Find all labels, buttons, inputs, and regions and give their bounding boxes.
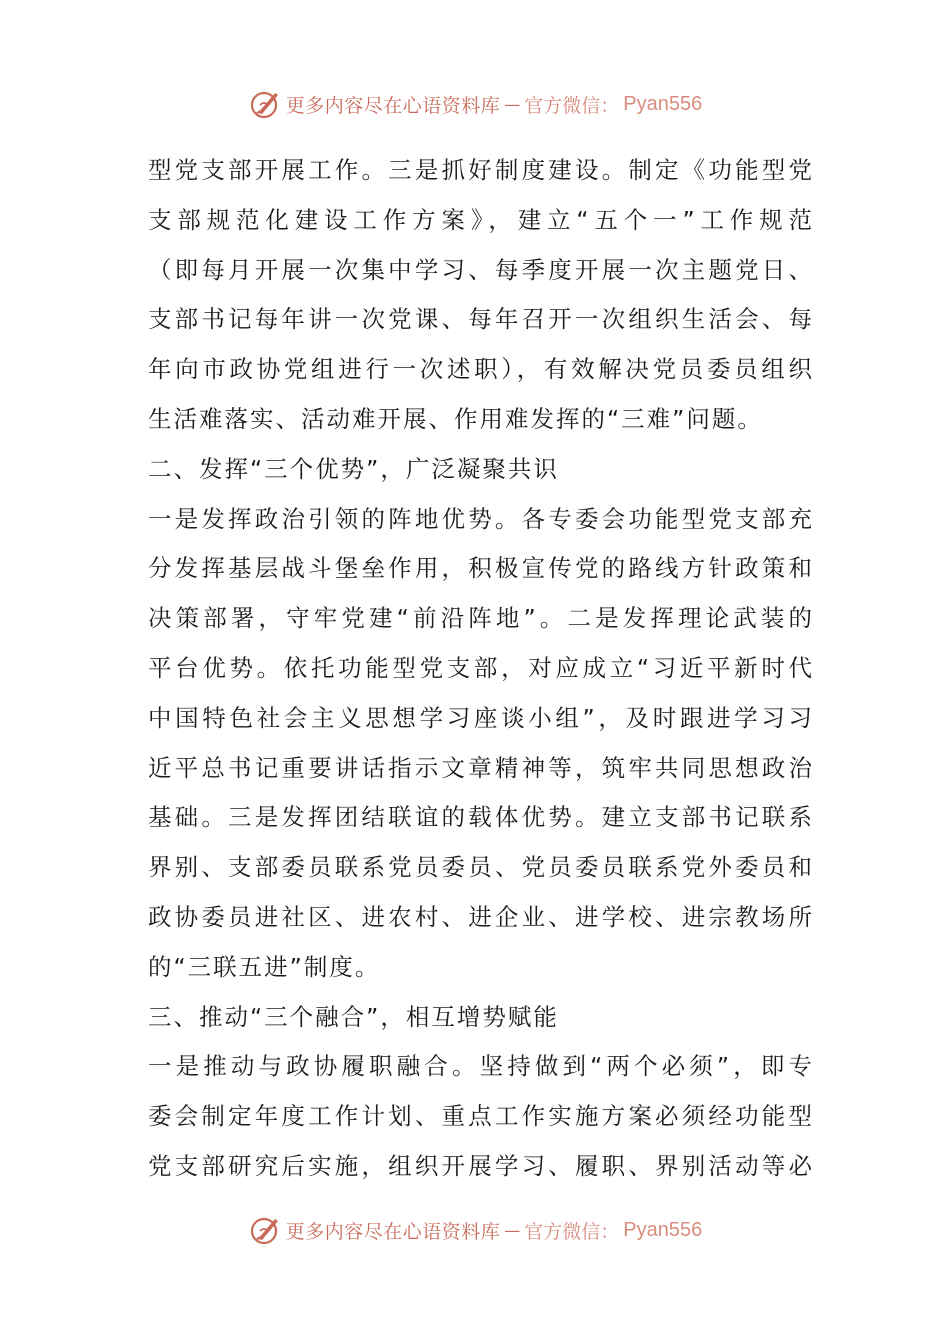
body-line: 平台优势。依托功能型党支部，对应成立“习近平新时代 xyxy=(148,653,812,682)
body-line: 年向市政协党组进行一次述职），有效解决党员委员组织 xyxy=(148,355,812,384)
watermark-wechat-id: Pyan556 xyxy=(623,92,703,115)
watermark-text: 更多内容尽在心语资料库 xyxy=(285,94,501,117)
body-line: 分发挥基层战斗堡垒作用，积极宣传党的路线方针政策和 xyxy=(148,554,812,583)
quill-logo-icon xyxy=(248,87,282,121)
header-watermark xyxy=(0,84,950,124)
body-line: 支部书记每年讲一次党课、每年召开一次组织生活会、每 xyxy=(148,305,812,334)
body-line: 界别、支部委员联系党员委员、党员委员联系党外委员和 xyxy=(148,853,812,882)
body-line: （即每月开展一次集中学习、每季度开展一次主题党日、 xyxy=(148,255,812,284)
section-heading: 三、推动“三个融合”，相互增势赋能 xyxy=(148,1002,559,1031)
footer-watermark xyxy=(0,1210,950,1250)
body-line: 委会制定年度工作计划、重点工作实施方案必须经功能型 xyxy=(148,1102,812,1131)
body-line: 中国特色社会主义思想学习座谈小组”，及时跟进学习习 xyxy=(148,703,812,732)
body-line: 的“三联五进”制度。 xyxy=(148,952,381,981)
document-body xyxy=(148,146,812,1192)
quill-logo-icon xyxy=(248,1213,282,1247)
section-heading: 二、发挥“三个优势”，广泛凝聚共识 xyxy=(148,454,559,483)
body-line: 生活难落实、活动难开展、作用难发挥的“三难”问题。 xyxy=(148,404,763,433)
watermark-wechat-label: 官方微信： xyxy=(524,1220,620,1243)
body-line: 决策部署，守牢党建“前沿阵地”。二是发挥理论武装的 xyxy=(148,604,812,633)
watermark-separator: — xyxy=(504,94,521,114)
watermark-wechat-label: 官方微信： xyxy=(524,94,620,117)
body-line: 支部规范化建设工作方案》，建立“五个一”工作规范 xyxy=(148,205,812,234)
watermark-separator: — xyxy=(504,1220,521,1240)
body-line: 政协委员进社区、进农村、进企业、进学校、进宗教场所 xyxy=(148,902,812,931)
body-line: 近平总书记重要讲话指示文章精神等，筑牢共同思想政治 xyxy=(148,753,812,782)
body-line: 基础。三是发挥团结联谊的载体优势。建立支部书记联系 xyxy=(148,803,812,832)
body-line: 型党支部开展工作。三是抓好制度建设。制定《功能型党 xyxy=(148,156,812,184)
body-line: 一是推动与政协履职融合。坚持做到“两个必须”，即专 xyxy=(148,1052,812,1081)
watermark-text: 更多内容尽在心语资料库 xyxy=(285,1220,501,1243)
watermark-wechat-id: Pyan556 xyxy=(623,1218,703,1241)
body-line: 党支部研究后实施，组织开展学习、履职、界别活动等必 xyxy=(148,1151,812,1180)
body-line: 一是发挥政治引领的阵地优势。各专委会功能型党支部充 xyxy=(148,504,812,533)
